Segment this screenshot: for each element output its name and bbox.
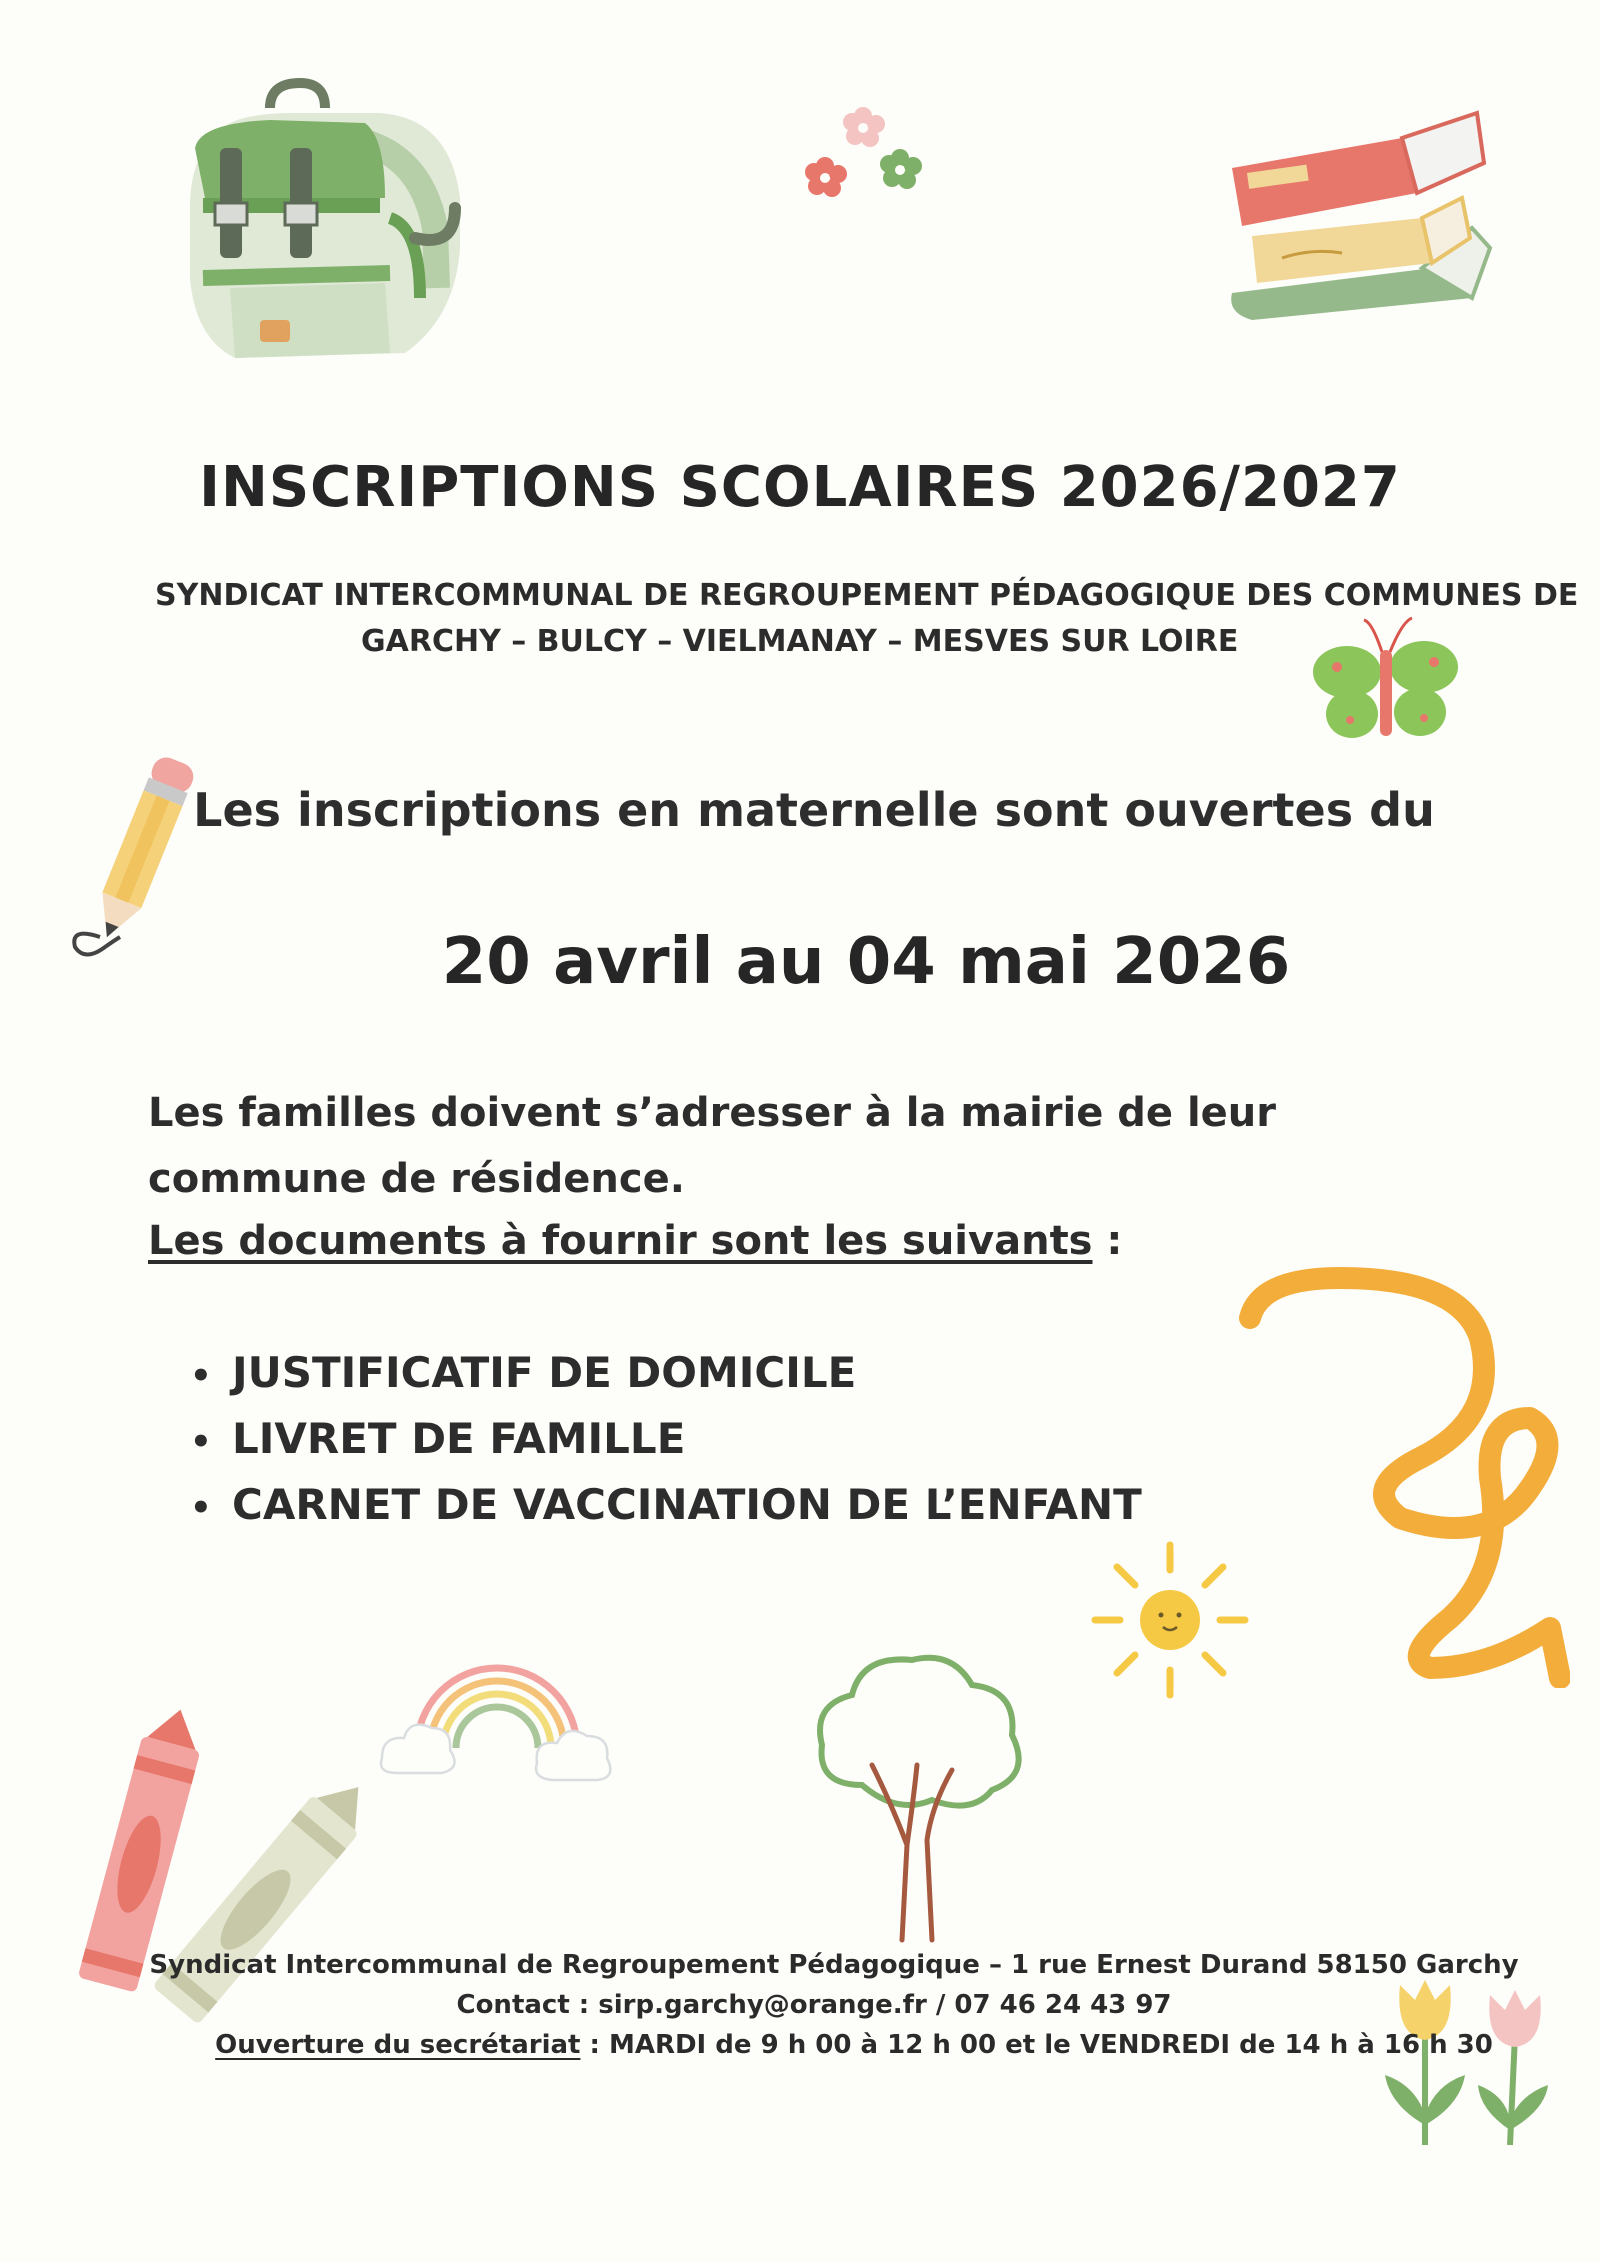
registration-dates: 20 avril au 04 mai 2026 <box>441 925 1291 999</box>
backpack-icon <box>175 78 465 368</box>
footer-address: Syndicat Intercommunal de Regroupement Pédagogique – 1 rue Ernest Durand 58150 Garchy <box>149 1950 1519 1980</box>
list-item: • JUSTIFICATIF DE DOMICILE <box>190 1340 1142 1406</box>
documents-heading-text: Les documents à fournir sont les suivants <box>148 1218 1093 1264</box>
page-title: INSCRIPTIONS SCOLAIRES 2026/2027 <box>199 455 1401 520</box>
list-item: • CARNET DE VACCINATION DE L’ENFANT <box>190 1472 1142 1538</box>
footer-hours-text: : MARDI de 9 h 00 à 12 h 00 et le VENDREDI de 14 h à 16 h 30 <box>580 2030 1493 2060</box>
registration-intro: Les inscriptions en maternelle sont ouvertes du <box>193 783 1435 837</box>
communes-line: GARCHY – BULCY – VIELMANAY – MESVES SUR LOIRE <box>361 624 1239 659</box>
documents-list <box>190 1340 1142 1538</box>
organization-line-1: SYNDICAT INTERCOMMUNAL DE REGROUPEMENT PÉDAGOGIQUE DES COMMUNES DE <box>155 578 1579 613</box>
footer-hours-label: Ouverture du secrétariat <box>215 2030 581 2060</box>
rainbow-icon <box>372 1618 622 1788</box>
sun-icon <box>1085 1535 1255 1705</box>
footer-hours <box>54 2030 1600 2060</box>
squiggle-icon <box>1230 1248 1570 1688</box>
tree-icon <box>802 1645 1042 1945</box>
footer-contact: Contact : sirp.garchy@orange.fr / 07 46 24 43 97 <box>456 1990 1172 2020</box>
documents-heading-colon: : <box>1092 1218 1123 1264</box>
list-item: • LIVRET DE FAMILLE <box>190 1406 1142 1472</box>
butterfly-icon <box>1312 612 1462 752</box>
families-instruction: Les familles doivent s’adresser à la mairie de leur commune de résidence. <box>148 1090 1277 1202</box>
books-icon <box>1222 108 1494 328</box>
crayons-icon <box>40 1700 360 2080</box>
flowers-icon <box>800 98 930 208</box>
documents-heading <box>148 1218 1122 1264</box>
